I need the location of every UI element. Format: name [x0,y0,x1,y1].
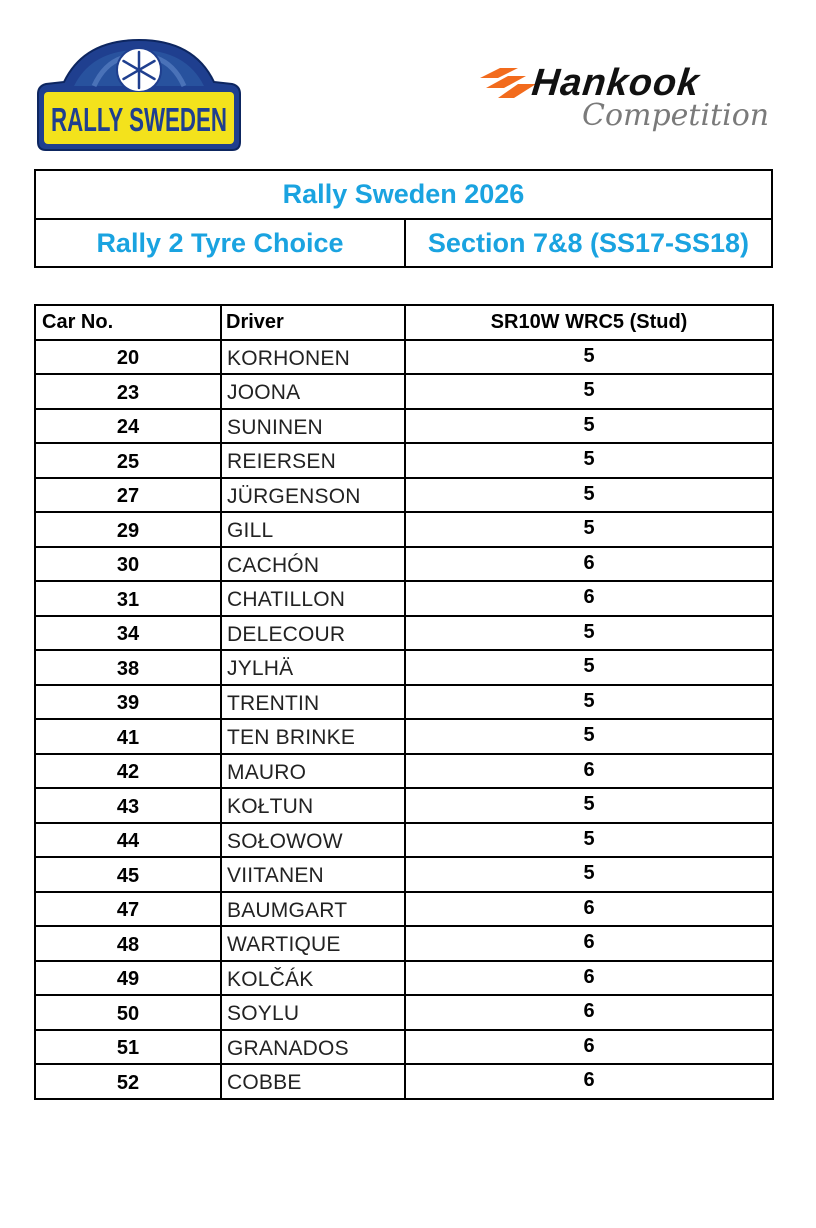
tyre-count-cell: 5 [405,857,773,892]
car-number-cell: 48 [35,926,221,961]
driver-name-cell: DELECOUR [221,616,405,651]
tyre-count-cell: 6 [405,926,773,961]
header-box [34,169,773,268]
car-number-cell: 31 [35,581,221,616]
hankook-competition-text: Competition [582,98,770,133]
table-row [35,788,773,823]
tyre-count-cell: 5 [405,650,773,685]
column-header-car-no: Car No. [35,305,221,340]
tyre-count-cell: 6 [405,1064,773,1099]
tyre-count-cell: 5 [405,512,773,547]
subtitle-section: Section 7&8 (SS17-SS18) [427,227,750,258]
car-number-cell: 42 [35,754,221,789]
driver-name-cell: JÜRGENSON [221,478,405,513]
table-row [35,1064,773,1099]
tyre-count-cell: 6 [405,1030,773,1065]
driver-name-cell: CACHÓN [221,547,405,582]
hankook-swoosh-icon [478,64,538,104]
table-row [35,512,773,547]
driver-name-cell: CHATILLON [221,581,405,616]
tyre-count-cell: 5 [405,616,773,651]
column-header-tyre: SR10W WRC5 (Stud) [405,305,773,340]
driver-name-cell: JYLHÄ [221,650,405,685]
car-number-cell: 24 [35,409,221,444]
table-row [35,719,773,754]
page-title: Rally Sweden 2026 [36,171,771,220]
car-number-cell: 38 [35,650,221,685]
driver-name-cell: KORHONEN [221,340,405,375]
table-row [35,823,773,858]
tyre-count-cell: 6 [405,547,773,582]
table-row [35,340,773,375]
tyre-count-cell: 5 [405,823,773,858]
table-row [35,547,773,582]
tyre-count-cell: 6 [405,961,773,996]
table-row [35,478,773,513]
table-row [35,754,773,789]
car-number-cell: 29 [35,512,221,547]
column-header-driver: Driver [221,305,405,340]
tyre-count-cell: 5 [405,409,773,444]
rally-sweden-logo-text: RALLY SWEDEN [51,101,227,138]
table-row [35,892,773,927]
driver-name-cell: MAURO [221,754,405,789]
table-row [35,995,773,1030]
tyre-count-cell: 5 [405,685,773,720]
tyre-count-cell: 6 [405,892,773,927]
tyre-choice-table [34,304,774,1100]
tyre-count-cell: 6 [405,581,773,616]
tyre-count-cell: 5 [405,340,773,375]
driver-name-cell: REIERSEN [221,443,405,478]
car-number-cell: 30 [35,547,221,582]
driver-name-cell: KOLČÁK [221,961,405,996]
car-number-cell: 23 [35,374,221,409]
tyre-count-cell: 5 [405,374,773,409]
table-row [35,409,773,444]
hankook-logo-text: Hankook [529,62,702,104]
driver-name-cell: GILL [221,512,405,547]
table-header-row [35,305,773,340]
car-number-cell: 51 [35,1030,221,1065]
driver-name-cell: TEN BRINKE [221,719,405,754]
car-number-cell: 49 [35,961,221,996]
car-number-cell: 50 [35,995,221,1030]
tyre-count-cell: 5 [405,788,773,823]
table-row [35,374,773,409]
driver-name-cell: SUNINEN [221,409,405,444]
driver-name-cell: KOŁTUN [221,788,405,823]
driver-name-cell: WARTIQUE [221,926,405,961]
car-number-cell: 39 [35,685,221,720]
driver-name-cell: JOONA [221,374,405,409]
car-number-cell: 45 [35,857,221,892]
car-number-cell: 44 [35,823,221,858]
car-number-cell: 41 [35,719,221,754]
driver-name-cell: COBBE [221,1064,405,1099]
car-number-cell: 47 [35,892,221,927]
car-number-cell: 52 [35,1064,221,1099]
hankook-competition-logo [478,58,768,150]
driver-name-cell: TRENTIN [221,685,405,720]
table-row [35,685,773,720]
tyre-count-cell: 5 [405,443,773,478]
car-number-cell: 25 [35,443,221,478]
driver-name-cell: VIITANEN [221,857,405,892]
tyre-count-cell: 5 [405,478,773,513]
car-number-cell: 43 [35,788,221,823]
car-number-cell: 20 [35,340,221,375]
table-row [35,581,773,616]
table-row [35,616,773,651]
table-row [35,926,773,961]
table-row [35,443,773,478]
subtitle-tyre-choice: Rally 2 Tyre Choice [36,220,406,266]
rally-sweden-logo [34,36,244,154]
table-row [35,1030,773,1065]
driver-name-cell: SOŁOWOW [221,823,405,858]
driver-name-cell: GRANADOS [221,1030,405,1065]
tyre-count-cell: 6 [405,995,773,1030]
table-row [35,961,773,996]
table-row [35,857,773,892]
car-number-cell: 34 [35,616,221,651]
table-row [35,650,773,685]
tyre-count-cell: 6 [405,754,773,789]
car-number-cell: 27 [35,478,221,513]
driver-name-cell: BAUMGART [221,892,405,927]
tyre-count-cell: 5 [405,719,773,754]
driver-name-cell: SOYLU [221,995,405,1030]
